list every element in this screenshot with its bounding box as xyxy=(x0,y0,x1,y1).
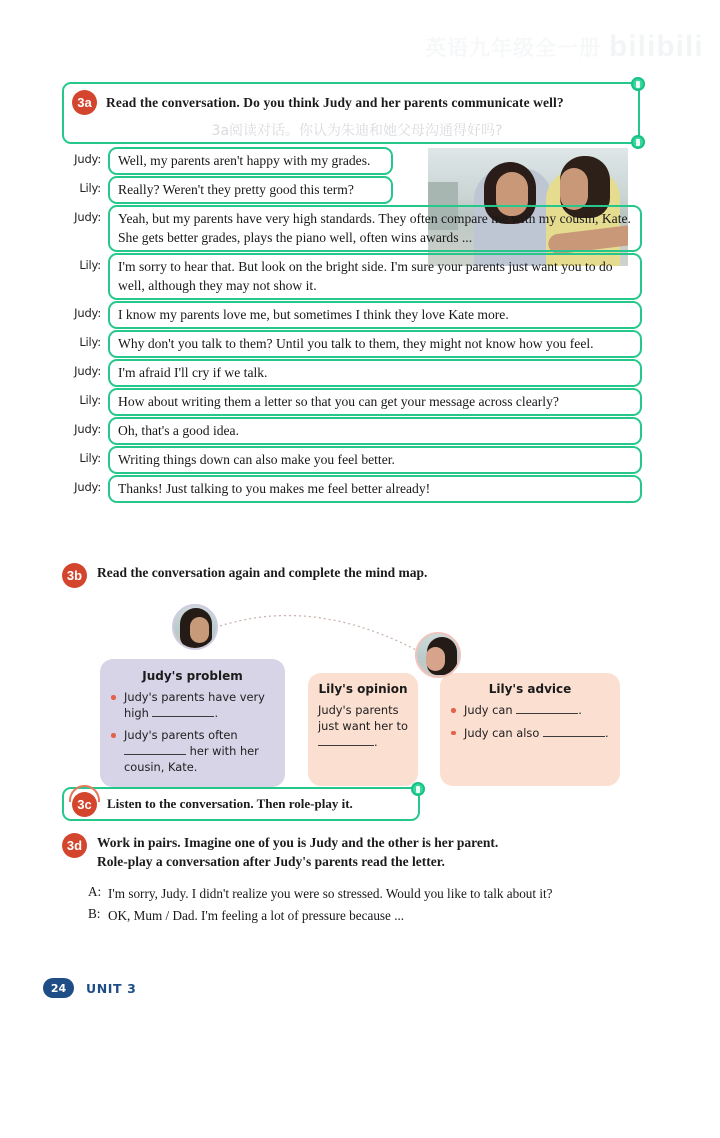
dialogue-row xyxy=(88,884,628,904)
speaker-label: Lily: xyxy=(79,181,101,196)
fill-in-blank[interactable] xyxy=(543,726,605,737)
list-item xyxy=(110,728,277,775)
lily-opinion-text xyxy=(308,696,418,751)
lily-advice-title: Lily's advice xyxy=(488,682,572,696)
conversation-line xyxy=(62,330,642,358)
fill-in-blank[interactable] xyxy=(318,735,374,746)
judy-problem-list xyxy=(100,690,285,776)
badge-3d: 3d xyxy=(62,833,87,858)
speaker-label: Lily: xyxy=(79,393,101,408)
dialogue-text: I'm sorry, Judy. I didn't realize you were so stressed. Would you like to talk about it? xyxy=(108,886,553,901)
judy-avatar xyxy=(172,604,218,650)
conversation-bubble[interactable]: Thanks! Just talking to you makes me feel better already! xyxy=(108,475,642,503)
badge-3b: 3b xyxy=(62,563,87,588)
page-number: 24 xyxy=(43,978,74,998)
dialogue-speaker-label: B: xyxy=(88,905,101,921)
mind-map xyxy=(100,600,660,800)
speaker-label: Judy: xyxy=(74,480,101,495)
section-3b-heading xyxy=(62,563,427,588)
conversation-bubble[interactable]: Oh, that's a good idea. xyxy=(108,417,642,445)
dialogue-text: OK, Mum / Dad. I'm feeling a lot of pressure because ... xyxy=(108,907,405,923)
selection-handle-top-right[interactable] xyxy=(631,77,645,91)
conversation-list xyxy=(62,147,642,504)
judy-problem-title: Judy's problem xyxy=(142,669,243,683)
fill-in-blank[interactable] xyxy=(124,744,186,755)
item-text-before: Judy can xyxy=(464,703,517,717)
fill-in-blank[interactable] xyxy=(152,706,214,717)
conversation-line xyxy=(62,417,642,445)
section-3c-selection-box[interactable] xyxy=(62,787,420,821)
conversation-bubble[interactable]: How about writing them a letter so that you can get your message across clearly? xyxy=(108,388,642,416)
speaker-label: Judy: xyxy=(74,152,101,166)
item-text-after: . xyxy=(578,703,582,717)
watermark-text: 英语九年级全一册 xyxy=(425,37,601,60)
lily-opinion-title: Lily's opinion xyxy=(318,682,408,696)
conversation-bubble[interactable]: Yeah, but my parents have very high standards. They often compare me with my cousin, Kate. She gets better grades, plays the piano well, often wins awards ... xyxy=(108,205,642,252)
selection-handle-top-right[interactable] xyxy=(411,782,425,796)
conversation-bubble[interactable]: I know my parents love me, but sometimes I think they love Kate more. xyxy=(108,301,642,329)
lily-advice-list xyxy=(440,703,620,741)
speaker-label: Lily: xyxy=(79,258,101,273)
badge-3c: 3c xyxy=(72,792,97,817)
conversation-bubble[interactable]: Writing things down can also make you feel better. xyxy=(108,446,642,474)
badge-3c-wrap xyxy=(72,792,97,817)
conversation-bubble[interactable]: Well, my parents aren't happy with my grades. xyxy=(108,147,393,175)
conversation-line xyxy=(62,176,642,204)
conversation-line xyxy=(62,388,642,416)
section-3a-title: Read the conversation. Do you think Judy and her parents communicate well? xyxy=(106,94,564,110)
opinion-text-after: . xyxy=(374,735,378,750)
item-text-after: her with her cousin, Kate. xyxy=(124,744,259,774)
list-item xyxy=(450,703,612,719)
role-play-example-dialogue xyxy=(88,884,628,927)
speaker-label: Judy: xyxy=(74,306,101,321)
conversation-bubble[interactable]: I'm sorry to hear that. But look on the bright side. I'm sure your parents just want you to do well, although they may not show it. xyxy=(108,253,642,300)
list-item xyxy=(110,690,277,721)
section-3d-line2: Role-play a conversation after Judy's parents read the letter. xyxy=(97,854,445,870)
item-text-before: Judy can also xyxy=(464,725,543,740)
conversation-line xyxy=(62,475,642,503)
lily-avatar xyxy=(415,632,461,678)
headphone-icon xyxy=(69,785,100,802)
fill-in-blank[interactable] xyxy=(516,703,578,714)
conversation-bubble[interactable]: Why don't you talk to them? Until you talk to them, they might not know how you feel. xyxy=(108,330,642,358)
item-text-before: Judy's parents have very high xyxy=(124,690,265,720)
mindmap-judy-problem-box xyxy=(100,659,285,787)
conversation-bubble[interactable]: I'm afraid I'll cry if we talk. xyxy=(108,359,642,387)
section-3c-title: Listen to the conversation. Then role-play it. xyxy=(107,796,353,811)
item-text-after: . xyxy=(604,725,609,740)
section-3a-selection-box[interactable] xyxy=(62,82,640,144)
conversation-bubble[interactable]: Really? Weren't they pretty good this term? xyxy=(108,176,393,204)
mindmap-lily-advice-box xyxy=(440,673,620,786)
section-3a-subtitle: 3a阅读对话。你认为朱迪和她父母沟通得好吗? xyxy=(211,123,503,139)
conversation-line xyxy=(62,147,642,175)
conversation-line xyxy=(62,253,642,300)
speaker-label: Judy: xyxy=(74,210,101,225)
badge-3a: 3a xyxy=(72,90,97,115)
item-text-after: . xyxy=(214,705,219,720)
conversation-line xyxy=(62,359,642,387)
page-footer xyxy=(43,978,136,998)
unit-label: UNIT 3 xyxy=(86,980,137,996)
conversation-line xyxy=(62,301,642,329)
conversation-line xyxy=(62,446,642,474)
speaker-label: Lily: xyxy=(79,335,101,350)
opinion-text-before: Judy's parents just want her to xyxy=(318,703,408,734)
section-3d-line1: Work in pairs. Imagine one of you is Judy and the other is her parent. xyxy=(97,835,499,850)
section-3d-heading xyxy=(62,833,642,871)
dialogue-speaker-label: A: xyxy=(88,884,102,899)
list-item xyxy=(450,726,612,742)
dialogue-row xyxy=(88,906,628,926)
section-3b-title: Read the conversation again and complete the mind map. xyxy=(97,565,428,580)
bilibili-watermark xyxy=(425,26,705,68)
speaker-label: Lily: xyxy=(79,451,101,466)
item-text-before: Judy's parents often xyxy=(124,728,238,743)
speaker-label: Judy: xyxy=(74,422,101,437)
speaker-label: Judy: xyxy=(74,364,101,379)
mindmap-lily-opinion-box xyxy=(308,673,418,786)
watermark-brand: bilibili xyxy=(609,30,704,63)
conversation-line xyxy=(62,205,642,252)
